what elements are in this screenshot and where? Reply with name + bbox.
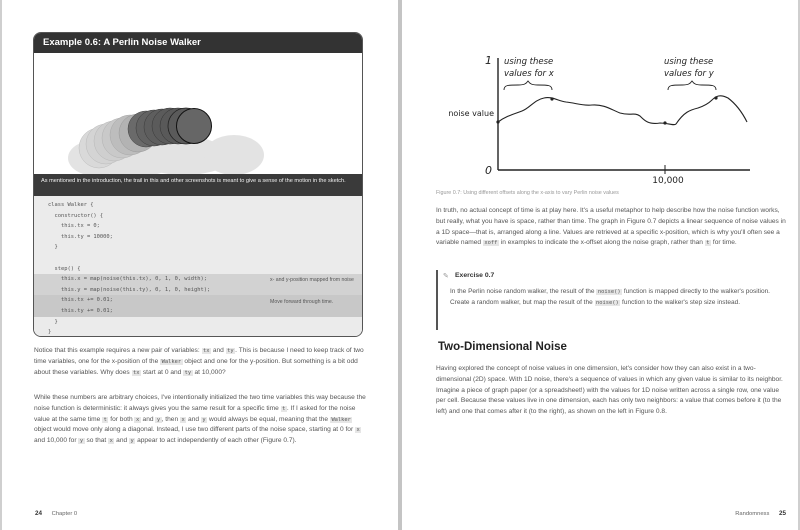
code-line: this.ty = 10000; (48, 233, 113, 240)
text: function to the walker's step size instead. (620, 298, 740, 306)
text: and (211, 347, 226, 354)
inline-code: tx (203, 348, 210, 354)
code-line-highlighted: this.y = map(noise(this.ty), 0, 1, 0, height); (34, 285, 362, 296)
inline-code: noise() (596, 299, 619, 306)
annotation-y-line1: using these (664, 57, 714, 67)
inline-code: xoff (484, 240, 498, 247)
code-block (34, 196, 362, 337)
y-min-label: 0 (485, 164, 492, 177)
text: for both (108, 415, 135, 423)
code-annotation: Move forward through time. (270, 299, 334, 305)
pencil-icon: ✎ (443, 272, 449, 280)
brace-y (668, 81, 716, 90)
body-paragraph: Having explored the concept of noise values in one dimension, let's consider how they can also exist in a two-dimensional (2D) space. With 1D noise, there's a sequence of values in which any given value is similar to its neighbor. Imagine a piece of graph paper (or a spreadsheet!) with the values for 1D noise written across a single row, one value per cell. Because these values live in one dimension, each has only two neighbors: a value that comes before it (to the left) and one that comes after it (to the right), as shown on the left in Figure 0.8. (436, 365, 783, 416)
inline-code: y (79, 438, 84, 445)
noise-graph-figure (422, 50, 762, 190)
text: at 10,000? (192, 368, 226, 376)
text: . This is because I need to keep track of two time variables, one for the x-position of the (34, 347, 364, 365)
code-line: constructor() { (48, 212, 104, 219)
sketch-canvas (34, 53, 362, 174)
sample-point (714, 96, 717, 99)
text: object would move only along a diagonal. Instead, I use two different parts of the noise space, starting at 0 for (34, 426, 355, 434)
body-paragraph (34, 393, 366, 447)
inline-code: x (181, 416, 185, 423)
body-paragraph (436, 206, 786, 249)
inline-code: noise() (597, 289, 621, 295)
section-label: Randomness (735, 511, 770, 517)
noise-curve (498, 96, 747, 125)
figure-caption: Figure 0.7: Using different offsets along the x-axis to vary Perlin noise values (436, 190, 619, 196)
annotation-x-line2: values for x (504, 69, 554, 79)
page-footer-left (35, 510, 77, 517)
page-number: 25 (778, 510, 786, 517)
exercise-text (450, 287, 780, 309)
text: In truth, no actual concept of time is at play here. It's a useful metaphor to help describe how the noise function works, but really, what you have is space, rather than time. The graph in Figure 0.7 depicts a linear sequence of noise values in a 1D space—that is, arranged along a line. Values are retrieved at a specific x-position, which is why you'll often see a variable named (436, 207, 786, 247)
text: and (114, 437, 130, 445)
code-line-highlighted: this.tx += 0.01; (34, 295, 362, 306)
right-page (402, 0, 800, 530)
inline-code: ty (184, 369, 192, 376)
inline-code: Walker (331, 416, 351, 423)
code-line: } (48, 244, 58, 251)
inline-code: t (282, 405, 286, 412)
inline-code: y (202, 416, 206, 423)
y-max-label: 1 (485, 54, 492, 67)
section-heading: Two-Dimensional Noise (438, 341, 567, 353)
text: and 10,000 for (34, 437, 79, 445)
code-line: this.tx = 0; (48, 223, 100, 230)
brace-x (504, 81, 552, 90)
annotation-y-line2: values for y (664, 69, 714, 79)
text: function is mapped directly to the walker's position. Create a random walker, but map the result of the (450, 288, 770, 306)
text: would always be equal, meaning that the (207, 415, 330, 423)
code-line: class Walker { (48, 202, 94, 208)
code-line (34, 253, 362, 264)
y-axis-label: noise value (448, 109, 494, 118)
code-line-highlighted: this.ty += 0.01; (34, 306, 362, 317)
example-caption: As mentioned in the introduction, the trail in this and other screenshots is meant to give a sense of the motion in the sketch. (34, 174, 362, 196)
noise-graph (422, 50, 762, 190)
inline-code: y (130, 438, 134, 445)
text: and (186, 415, 201, 423)
exercise-title: Exercise 0.7 (455, 272, 495, 279)
text: , then (161, 415, 180, 423)
code-line: } (48, 329, 52, 336)
inline-code: x (356, 427, 360, 434)
text: In the Perlin noise random walker, the result of the (450, 288, 597, 295)
inline-code: y (156, 416, 161, 423)
code-line: } (48, 318, 58, 325)
chapter-label: Chapter 0 (51, 511, 78, 517)
text: in examples to indicate the x-offset along the noise graph, rather than (498, 239, 705, 247)
code-line: step() { (48, 265, 81, 272)
sample-point (496, 120, 499, 123)
exercise-box (436, 270, 781, 330)
dark-walker-trail (128, 108, 212, 147)
code-line-highlighted: this.x = map(noise(this.tx), 0, 1, 0, width); (34, 274, 362, 285)
annotation-x-line1: using these (504, 57, 554, 67)
example-box (33, 32, 363, 337)
page-number: 24 (35, 510, 43, 517)
inline-code: t (706, 240, 710, 247)
example-title: Example 0.6: A Perlin Noise Walker (34, 33, 362, 53)
inline-code: Walker (161, 358, 182, 365)
text: . If I asked for the noise value at the same time (34, 404, 356, 423)
inline-code: ty (227, 348, 234, 354)
left-page (0, 0, 398, 530)
code-annotation: x- and y-position mapped from noise (270, 277, 354, 283)
inline-code: x (135, 416, 140, 423)
x-tick-label: 10,000 (652, 176, 684, 186)
text: Notice that this example requires a new pair of variables: (34, 347, 202, 354)
sample-point (550, 97, 553, 100)
body-paragraph (34, 346, 366, 378)
inline-code: x (109, 438, 113, 445)
text: While these numbers are arbitrary choices, I've intentionally initialized the two time variables this way because the noise function is deterministic: it always gives you the same result for a specific time (34, 394, 366, 412)
text: object and one for the y-position. But something is a bit odd about these variables. Why does (34, 357, 358, 376)
text: for time. (711, 239, 737, 247)
inline-code: t (103, 416, 107, 423)
text: so that (84, 437, 109, 445)
text: appear to act independently of each other (Figure 0.7). (135, 437, 297, 445)
walker-trail-illustration (34, 53, 363, 174)
inline-code: tx (133, 369, 140, 376)
text: start at 0 and (141, 368, 184, 376)
page-footer-right (735, 510, 786, 517)
text: and (140, 415, 156, 423)
sample-point (663, 121, 666, 124)
